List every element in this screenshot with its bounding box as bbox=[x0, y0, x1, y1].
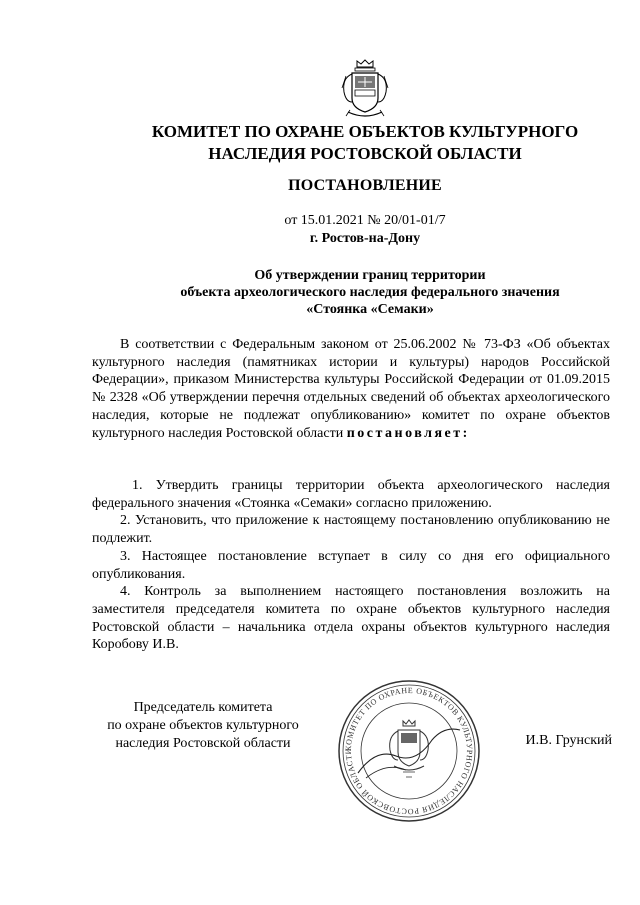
official-seal-stamp bbox=[336, 678, 482, 824]
decree-item-3: 3. Настоящее постановление вступает в силу со дня его официального опубликования. bbox=[92, 548, 610, 582]
preamble-paragraph bbox=[92, 336, 610, 442]
seal-text: КОМИТЕТ ПО ОХРАНЕ ОБЪЕКТОВ КУЛЬТУРНОГО НАСЛЕДИЯ РОСТОВСКОЙ ОБЛАСТИ bbox=[343, 685, 475, 817]
subject-line3: «Стоянка «Семаки» bbox=[306, 302, 434, 317]
subject-line1: Об утверждении границ территории bbox=[254, 268, 486, 283]
rostov-coat-of-arms-icon bbox=[338, 58, 392, 120]
decree-item-2: 2. Установить, что приложение к настоящему постановлению опубликованию не подлежит. bbox=[92, 513, 610, 547]
decree-items bbox=[92, 477, 610, 654]
decree-item-1: 1. Утвердить границы территории объекта археологического наследия федерального значения «Стоянка «Семаки» согласно приложению. bbox=[92, 478, 610, 511]
svg-text:КОМИТЕТ ПО ОХРАНЕ ОБЪЕКТОВ КУЛ bbox=[344, 686, 474, 816]
document-type: ПОСТАНОВЛЕНИЕ bbox=[288, 177, 442, 194]
document-subject bbox=[120, 267, 620, 318]
organization-name-line2: НАСЛЕДИЯ РОСТОВСКОЙ ОБЛАСТИ bbox=[208, 144, 522, 163]
subject-line2: объекта археологического наследия федерального значения bbox=[180, 285, 560, 300]
preamble-text: В соответствии с Федеральным законом от 25.06.2002 № 73-ФЗ «Об объектах культурного наследия (памятниках истории и культуры) народов Российской Федерации», приказом Министерства культуры Российской Федерации от 01.09.2015 № 2328 «Об утверждении перечня отдельных сведений об объектах археологического наследия, которые не подлежат опубликованию» комитет по охране объектов культурного наследия Ростовской области bbox=[92, 337, 610, 441]
signatory-title-line1: Председатель комитета bbox=[133, 700, 273, 715]
signatory-title-line2: по охране объектов культурного bbox=[107, 718, 299, 733]
signatory-title bbox=[88, 699, 318, 753]
seal-emblem-icon bbox=[390, 720, 429, 777]
document-date-number: от 15.01.2021 № 20/01-01/7 bbox=[284, 213, 446, 228]
organization-name-line1: КОМИТЕТ ПО ОХРАНЕ ОБЪЕКТОВ КУЛЬТУРНОГО bbox=[151, 122, 579, 141]
decree-word: постановляет: bbox=[346, 425, 470, 441]
document-city: г. Ростов-на-Дону bbox=[309, 231, 421, 246]
signatory-name: И.В. Грунский bbox=[525, 733, 612, 748]
decree-item-4: 4. Контроль за выполнением настоящего постановления возложить на заместителя председателя комитета по охране объектов культурного наследия Ростовской области – начальника отдела охраны объектов культурного наследия Коробову И.В. bbox=[92, 584, 610, 653]
signatory-title-line3: наследия Ростовской области bbox=[115, 736, 291, 751]
organization-name bbox=[120, 121, 610, 165]
